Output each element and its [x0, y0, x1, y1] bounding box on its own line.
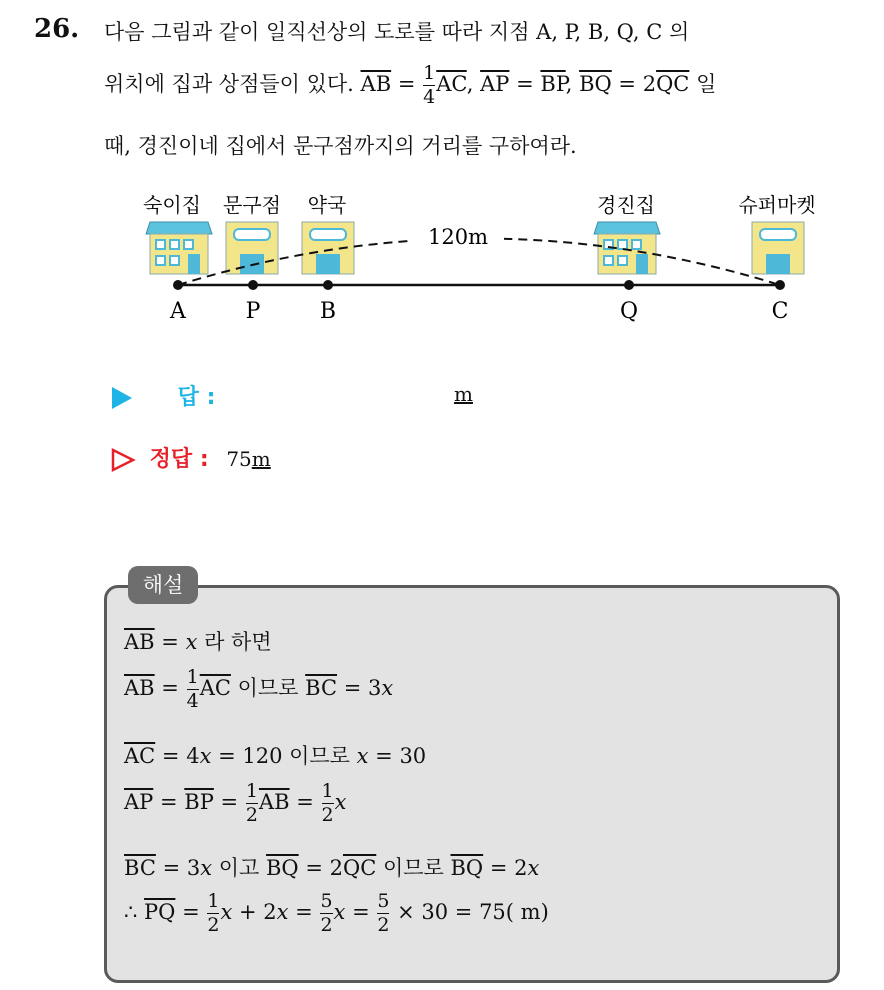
point-c — [775, 280, 785, 290]
question-line-2-suffix: 일 — [696, 72, 717, 96]
kyungjin-house-icon — [594, 222, 660, 274]
label-stationery: 문구점 — [223, 193, 281, 217]
correct-answer-label: 정답 : — [149, 447, 209, 472]
answer-label: 답 : — [177, 385, 216, 410]
label-supermarket: 슈퍼마켓 — [738, 193, 816, 217]
answer-unit: m — [454, 382, 473, 406]
solution-line-5: $\overline{BC} = 3x$ 이고 $\overline{BQ} = 2\overline{QC}$ 이므로 $\overline{BQ} = 2x$ — [124, 856, 540, 880]
question-line-1: 다음 그림과 같이 일직선상의 도로를 따라 지점 A, P, B, Q, C 의 — [104, 20, 690, 44]
question-line-2: 위치에 집과 상점들이 있다. $\overline{AB}$ = $\frac{1}{4}$ $\overline{AC}$, $\overline{AP} = \overline{BP}$, $\overline{BQ} = 2\overline{QC}$ 일 — [104, 62, 717, 108]
question-line-3: 때, 경진이네 집에서 문구점까지의 거리를 구하여라. — [104, 134, 577, 158]
road-diagram — [130, 182, 830, 332]
sook-house-icon — [146, 222, 212, 274]
label-q: Q — [619, 299, 639, 324]
point-q — [624, 280, 634, 290]
correct-answer-value: 75 — [226, 447, 252, 471]
fraction-one-quarter: $\frac{1}{4}$ — [423, 62, 436, 108]
solution-line-3: $\overline{AC} = 4x = 120$ 이므로 x = 30 — [124, 744, 427, 768]
solution-line-1: $\overline{AB} = x$ 라 하면 — [124, 630, 272, 654]
question-number: 26. — [34, 14, 80, 44]
supermarket-icon — [752, 222, 804, 274]
label-b: B — [319, 299, 337, 324]
label-p: P — [245, 299, 261, 324]
segment-ab: $\overline{AB}$ — [360, 72, 392, 96]
solution-line-6: ∴ $\overline{PQ}$ = $\frac{1}{2}$ x + 2x = $\frac{5}{2}$ x = $\frac{5}{2}$ × 30 = 75( m) — [124, 890, 549, 936]
solution-line-4: $\overline{AP} = \overline{BP}$ = $\frac{1}{2}$ $\overline{AB}$ = $\frac{1}{2}$ x — [124, 780, 347, 826]
correct-answer-row — [110, 442, 271, 473]
stationery-store-icon — [226, 222, 278, 274]
solution-line-2: $\overline{AB}$ = $\frac{1}{4}$ $\overline{AC}$ 이므로 $\overline{BC} = 3x$ — [124, 666, 394, 712]
outline-arrow-icon — [110, 447, 136, 473]
point-p — [248, 280, 258, 290]
distance-label: 120m — [428, 225, 488, 249]
correct-answer-unit: m — [251, 447, 271, 471]
answer-row — [110, 380, 215, 411]
question-line-2-prefix: 위치에 집과 상점들이 있다. — [104, 72, 354, 96]
point-b — [323, 280, 333, 290]
point-a — [173, 280, 183, 290]
label-sook-house: 숙이집 — [143, 193, 201, 217]
label-pharmacy: 약국 — [307, 193, 347, 217]
label-a: A — [170, 299, 186, 324]
play-arrow-icon — [110, 385, 134, 411]
label-kyungjin-house: 경진집 — [597, 193, 655, 217]
answer-blank[interactable] — [454, 382, 473, 406]
solution-title: 해설 — [128, 566, 198, 604]
label-c: C — [771, 299, 789, 324]
